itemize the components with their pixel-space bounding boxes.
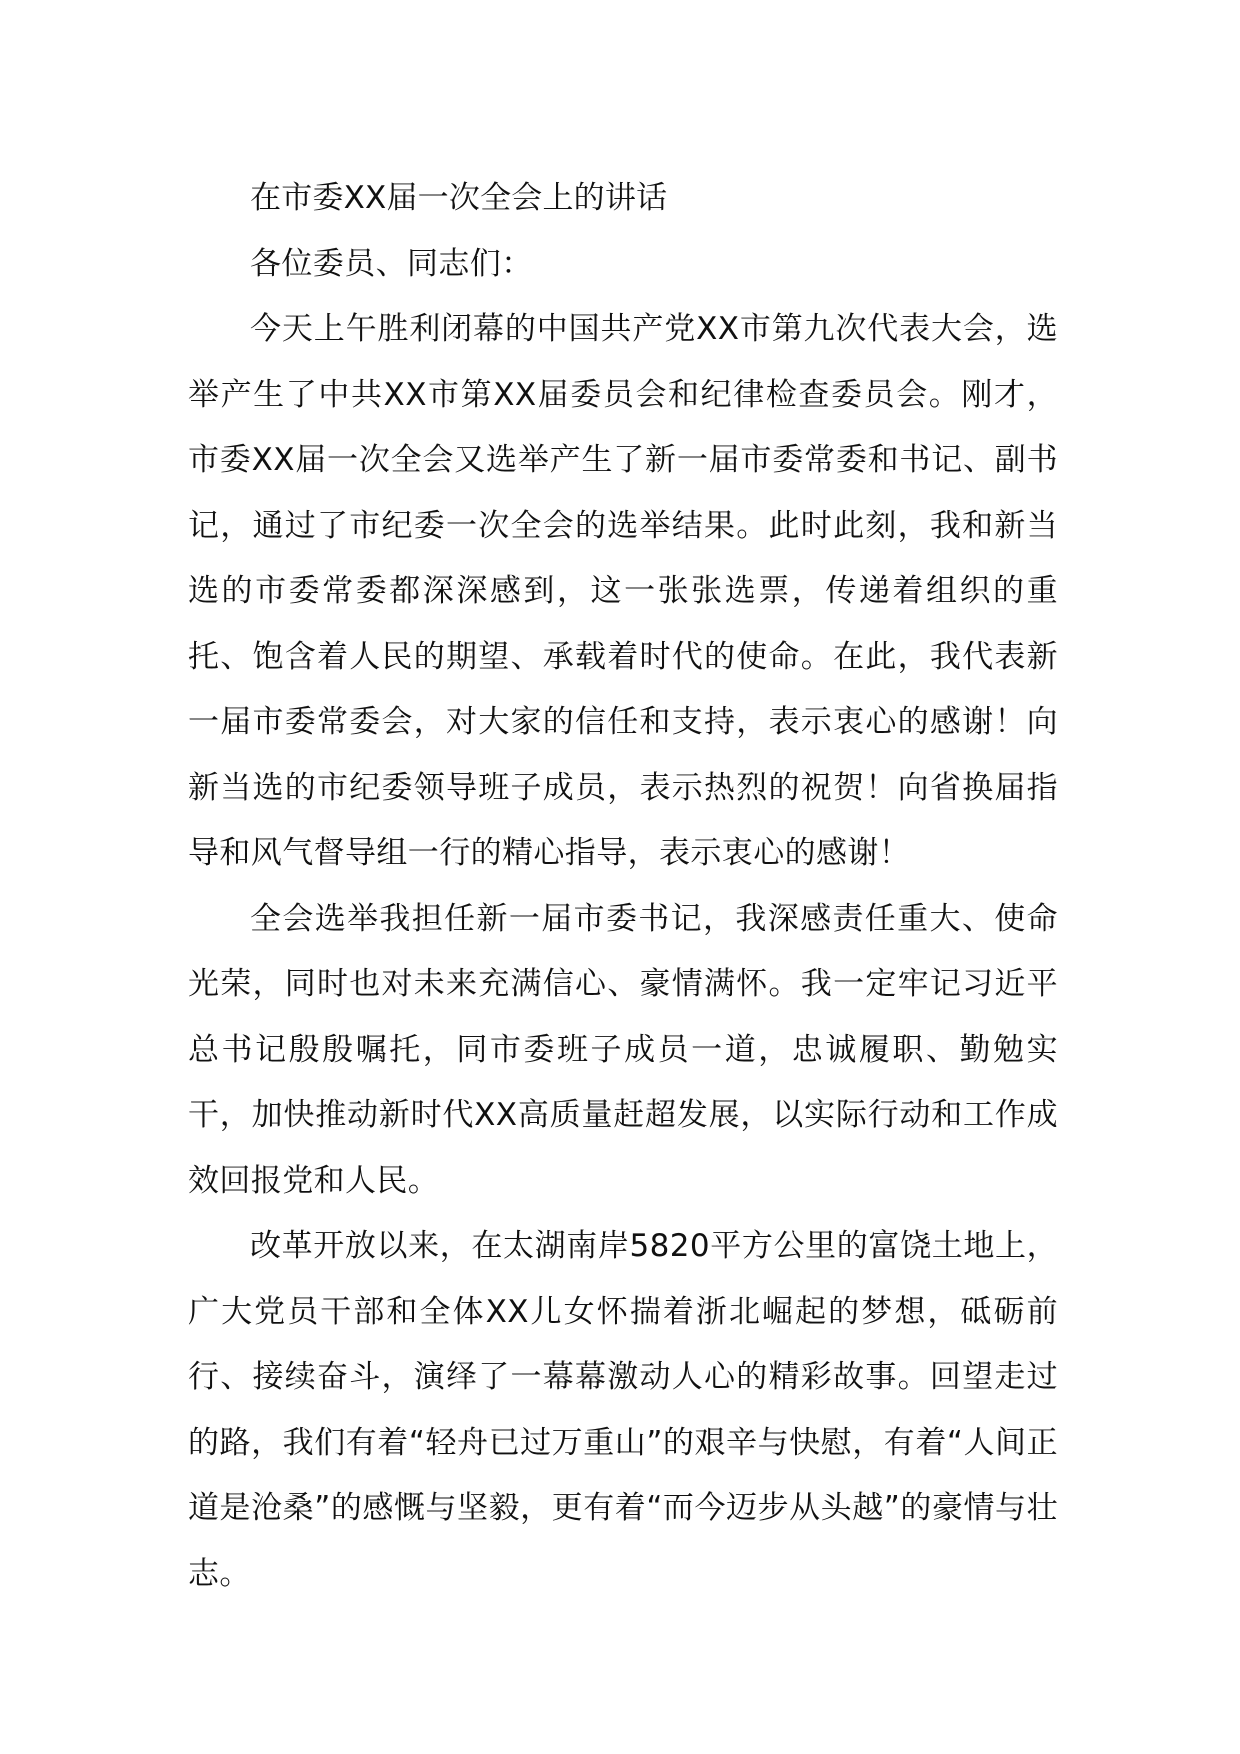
paragraph-commitment: 全会选举我担任新一届市委书记，我深感责任重大、使命光荣，同时也对未来充满信心、豪情满怀。我一定牢记习近平总书记殷殷嘱托，同市委班子成员一道，忠诚履职、勤勉实干，加快推动新时代XX高质量赶超发展，以实际行动和工作成效回报党和人民。 xyxy=(188,900,1058,1199)
salutation: 各位委员、同志们： xyxy=(250,245,533,282)
paragraph-opening: 今天上午胜利闭幕的中国共产党XX市第九次代表大会，选举产生了中共XX市第XX届委员会和纪律检查委员会。刚才，市委XX届一次全会又选举产生了新一届市委常委和书记、副书记，通过了市纪委一次全会的选举结果。此时此刻，我和新当选的市委常委都深深感到，这一张张选票，传递着组织的重托、饱含着人民的期望、承载着时代的使命。在此，我代表新一届市委常委会，对大家的信任和支持，表示衷心的感谢！向新当选的市纪委领导班子成员，表示热烈的祝贺！向省换届指导和风气督导组一行的精心指导，表示衷心的感谢！ xyxy=(188,311,1058,871)
speech-body xyxy=(188,166,1058,1607)
paragraph-history: 改革开放以来，在太湖南岸5820平方公里的富饶土地上，广大党员干部和全体XX儿女怀揣着浙北崛起的梦想，砥砺前行、接续奋斗，演绎了一幕幕激动人心的精彩故事。回望走过的路，我们有着“轻舟已过万重山”的艰辛与快慰，有着“人间正道是沧桑”的感慨与坚毅，更有着“而今迈步从头越”的豪情与壮志。 xyxy=(188,1228,1058,1592)
speech-title: 在市委XX届一次全会上的讲话 xyxy=(250,180,668,216)
